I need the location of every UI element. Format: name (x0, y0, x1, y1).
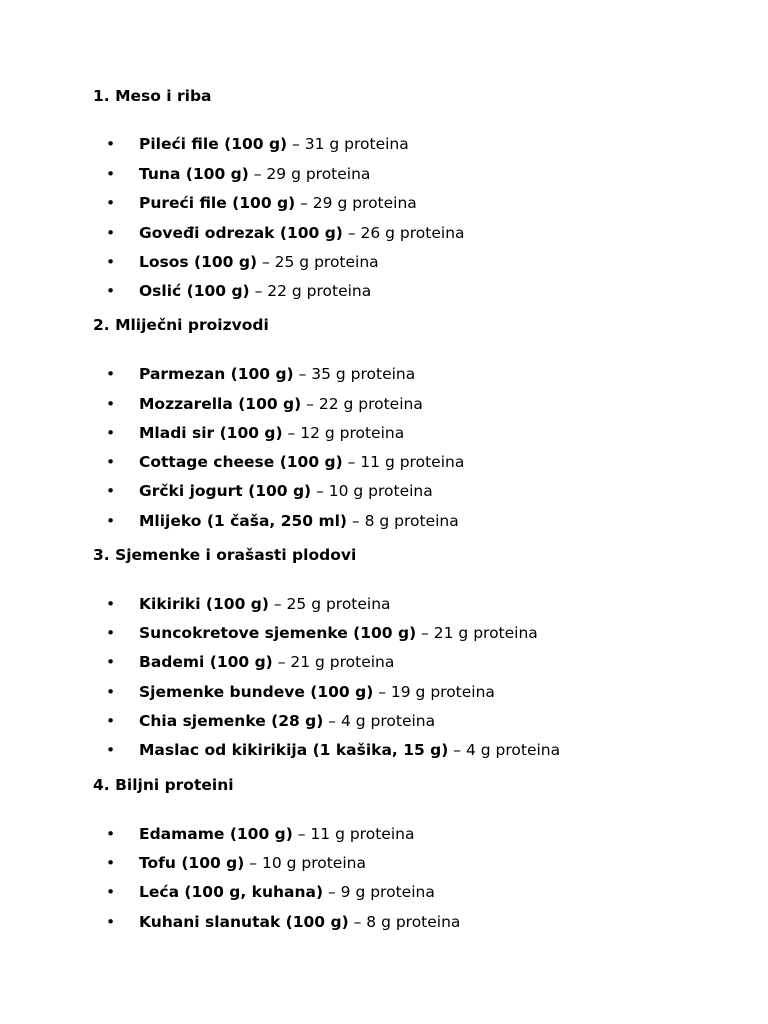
item-text (139, 281, 371, 301)
item-text (139, 164, 370, 184)
bullet-icon: • (106, 482, 116, 500)
bullet-icon: • (106, 682, 116, 701)
list-item (0, 511, 768, 531)
bullet-icon: • (106, 912, 116, 931)
bullet-icon: • (106, 712, 116, 730)
section-heading: 1. Meso i riba (93, 87, 212, 105)
item-text (139, 594, 391, 614)
item-name: Goveđi odrezak (100 g) (139, 223, 343, 242)
list-item (0, 281, 768, 301)
item-text (139, 711, 435, 731)
list-item (0, 164, 768, 184)
item-name: Cottage cheese (100 g) (139, 453, 343, 471)
item-text (139, 481, 433, 501)
bullet-icon: • (106, 282, 116, 300)
bullet-icon: • (106, 624, 116, 642)
list-item (0, 652, 768, 672)
list-item (0, 364, 768, 384)
list-item (0, 423, 768, 443)
item-name: Pureći file (100 g) (139, 194, 296, 212)
section-heading: 4. Biljni proteini (93, 776, 234, 794)
item-text (139, 682, 495, 702)
item-value: – 8 g proteina (347, 511, 459, 530)
list-item (0, 623, 768, 643)
bullet-icon: • (106, 423, 116, 442)
item-value: – 10 g proteina (311, 482, 433, 500)
bullet-icon: • (106, 194, 116, 212)
item-name: Tuna (100 g) (139, 164, 249, 183)
list-item (0, 882, 768, 902)
item-text (139, 652, 394, 672)
item-value: – 12 g proteina (282, 423, 405, 442)
item-name: Pileći file (100 g) (139, 135, 288, 153)
item-value: – 19 g proteina (373, 682, 495, 701)
item-text (139, 223, 465, 243)
item-name: Kikiriki (100 g) (139, 594, 269, 613)
item-value: – 9 g proteina (323, 883, 435, 901)
item-name: Suncokretove sjemenke (100 g) (139, 624, 417, 642)
bullet-icon: • (106, 394, 116, 413)
bullet-icon: • (106, 223, 116, 242)
list-item (0, 193, 768, 213)
bullet-icon: • (106, 253, 116, 271)
item-name: Bademi (100 g) (139, 653, 273, 671)
item-value: – 25 g proteina (257, 253, 379, 271)
bullet-icon: • (106, 594, 116, 613)
item-value: – 22 g proteina (249, 282, 372, 300)
list-item (0, 134, 768, 154)
bullet-icon: • (106, 453, 116, 471)
item-value: – 10 g proteina (244, 853, 366, 872)
list-item (0, 252, 768, 272)
bullet-icon: • (106, 741, 116, 759)
bullet-icon: • (106, 135, 116, 153)
bullet-icon: • (106, 853, 116, 872)
item-value: – 35 g proteina (293, 365, 416, 383)
item-name: Mozzarella (100 g) (139, 394, 302, 413)
bullet-icon: • (106, 365, 116, 383)
list-item (0, 682, 768, 702)
item-text (139, 882, 435, 902)
item-value: – 11 g proteina (292, 824, 415, 843)
list-item (0, 853, 768, 873)
item-value: – 4 g proteina (323, 712, 436, 730)
item-text (139, 912, 460, 932)
bullet-icon: • (106, 653, 116, 671)
item-text (139, 364, 415, 384)
list-item (0, 824, 768, 844)
item-value: – 31 g proteina (287, 135, 409, 153)
item-name: Leća (100 g, kuhana) (139, 883, 324, 901)
list-item (0, 711, 768, 731)
item-value: – 8 g proteina (348, 912, 461, 931)
item-name: Chia sjemenke (28 g) (139, 712, 324, 730)
item-text (139, 824, 414, 844)
item-value: – 21 g proteina (272, 653, 395, 671)
section-heading: 3. Sjemenke i orašasti plodovi (93, 546, 357, 564)
item-value: – 26 g proteina (342, 223, 465, 242)
list-item (0, 394, 768, 414)
item-name: Oslić (100 g) (139, 282, 250, 300)
item-text (139, 193, 417, 213)
list-item (0, 912, 768, 932)
item-text (139, 740, 560, 760)
item-value: – 29 g proteina (295, 194, 417, 212)
list-item (0, 452, 768, 472)
item-name: Sjemenke bundeve (100 g) (139, 682, 374, 701)
item-name: Losos (100 g) (139, 253, 258, 271)
bullet-icon: • (106, 824, 116, 843)
item-value: – 22 g proteina (301, 394, 423, 413)
item-text (139, 252, 379, 272)
bullet-icon: • (106, 883, 116, 901)
item-value: – 25 g proteina (268, 594, 391, 613)
bullet-icon: • (106, 164, 116, 183)
item-name: Edamame (100 g) (139, 824, 293, 843)
item-name: Grčki jogurt (100 g) (139, 482, 312, 500)
item-text (139, 423, 404, 443)
bullet-icon: • (106, 511, 116, 530)
item-value: – 29 g proteina (248, 164, 371, 183)
list-item (0, 740, 768, 760)
item-name: Parmezan (100 g) (139, 365, 294, 383)
item-name: Maslac od kikirikija (1 kašika, 15 g) (139, 741, 449, 759)
section-heading: 2. Mliječni proizvodi (93, 316, 269, 334)
list-item (0, 223, 768, 243)
item-name: Kuhani slanutak (100 g) (139, 912, 349, 931)
list-item (0, 594, 768, 614)
item-value: – 4 g proteina (448, 741, 561, 759)
item-text (139, 452, 464, 472)
item-text (139, 511, 459, 531)
item-value: – 11 g proteina (342, 453, 465, 471)
item-name: Mladi sir (100 g) (139, 423, 283, 442)
item-name: Tofu (100 g) (139, 853, 245, 872)
item-text (139, 853, 366, 873)
item-name: Mlijeko (1 čaša, 250 ml) (139, 511, 347, 530)
item-value: – 21 g proteina (416, 624, 538, 642)
item-text (139, 394, 423, 414)
item-text (139, 134, 409, 154)
list-item (0, 481, 768, 501)
item-text (139, 623, 538, 643)
